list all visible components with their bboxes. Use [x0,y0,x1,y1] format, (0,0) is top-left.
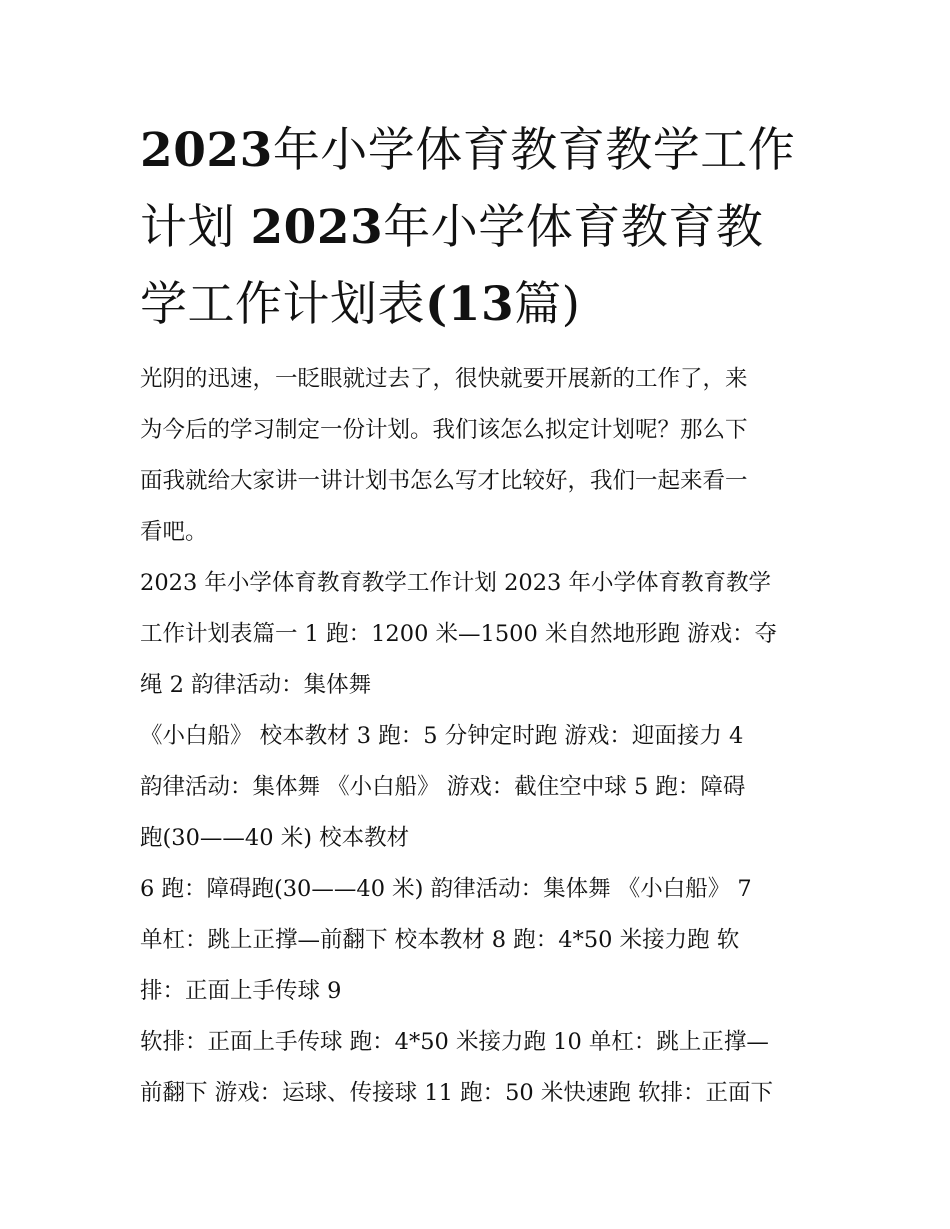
title-line [140,266,820,343]
title-segment: 年小学体育教育教 [383,200,764,255]
title-line [140,112,820,189]
title-segment: 年小学体育教育教学工作 [272,123,796,178]
text-line: 2023 年小学体育教育教学工作计划 2023 年小学体育教育教学 [140,570,771,596]
text-line: 韵律活动：集体舞 《小白船》 游戏：截住空中球 5 跑：障碍 [140,774,746,800]
text-line: 面我就给大家讲一讲计划书怎么写才比较好，我们一起来看一 [140,468,748,494]
title-segment: (13 [425,277,515,332]
text-line: 光阴的迅速，一眨眼就过去了，很快就要开展新的工作了，来 [140,366,748,392]
intro-paragraph [140,354,820,558]
content-paragraph [140,558,820,1119]
text-line: 6 跑：障碍跑(30——40 米) 韵律活动：集体舞 《小白船》 7 [140,876,752,902]
text-line: 为今后的学习制定一份计划。我们该怎么拟定计划呢？那么下 [140,417,748,443]
text-line: 排：正面上手传球 9 [140,978,342,1004]
text-line: 工作计划表篇一 1 跑：1200 米—1500 米自然地形跑 游戏：夺 [140,621,778,647]
text-line: 前翻下 游戏：运球、传接球 11 跑：50 米快速跑 软排：正面下 [140,1080,774,1106]
title-segment: 学工作计划表 [140,277,425,332]
text-line: 跑(30——40 米) 校本教材 [140,825,410,851]
document-title [140,112,820,343]
title-line [140,189,820,266]
title-segment: 篇) [514,277,581,332]
title-segment: 2023 [140,123,273,178]
text-line: 《小白船》 校本教材 3 跑：5 分钟定时跑 游戏：迎面接力 4 [140,723,744,749]
text-line: 看吧。 [140,519,208,545]
title-segment: 计划 [140,200,251,255]
title-segment: 2023 [250,200,384,255]
text-line: 软排：正面上手传球 跑：4*50 米接力跑 10 单杠：跳上正撑— [140,1029,769,1055]
text-line: 单杠：跳上正撑—前翻下 校本教材 8 跑：4*50 米接力跑 软 [140,927,740,953]
text-line: 绳 2 韵律活动：集体舞 [140,672,372,698]
